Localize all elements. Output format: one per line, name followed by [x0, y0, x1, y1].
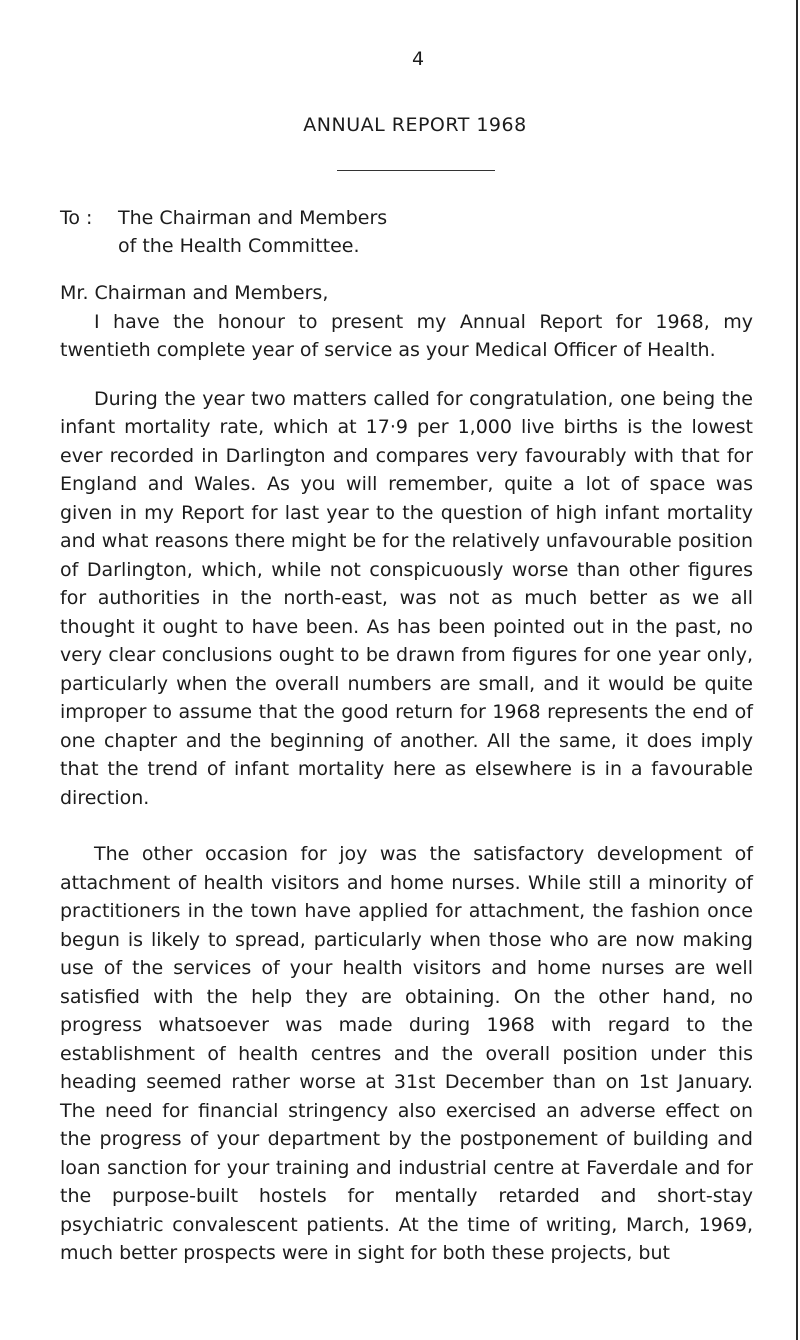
addressee-block [60, 204, 760, 260]
title-divider [337, 170, 495, 171]
letter-body [60, 279, 753, 1268]
addressee-line-2: of the Health Committee. [118, 235, 360, 257]
paragraph-infant-mortality: During the year two matters called for congratulation, one being the infant mortality rate, which at 17·9 per 1,000 live births is the lowest ever recorded in Darlington and compares very favourably with that for England and Wales. As you will remember, quite a lot of space was given in my Report for last year to the question of high infant mortality and what reasons there might be for the relatively unfavourable position of Darlington, which, while not conspicuously worse than other figures for authorities in the north-east, was not as much better as we all thought it ought to have been. As has been pointed out in the past, no very clear conclusions ought to be drawn from figures for one year only, particularly when the overall numbers are small, and it would be quite improper to assume that the good return for 1968 represents the end of one chapter and the beginning of another. All the same, it does imply that the trend of infant mortality here as elsewhere is in a favourable direction. [60, 387, 753, 809]
addressee-line-1 [60, 204, 760, 232]
page-edge-line [796, 0, 798, 1340]
paragraph-attachment-and-health-centres: The other occasion for joy was the satisfactory development of attachment of health visitors and home nurses. While still a minority of practitioners in the town have applied for attachment, the fashion once begun is likely to spread, particularly when those who are now making use of the services of your health visitors and home nurses are well satisfied with the help they are obtaining. On the other hand, no progress whatsoever was made during 1968 with regard to the establishment of health centres and the overall position under this heading seemed rather worse at 31st December than on 1st January. The need for financial stringency also exercised an adverse effect on the progress of your department by the postponement of building and loan sanction for your training and industrial centre at Faverdale and for the purpose-built hostels for mentally retarded and short-stay psychiatric convalescent patients. At the time of writing, March, 1969, much better prospects were in sight for both these projects, but [60, 843, 753, 1264]
salutation: Mr. Chairman and Members, [60, 282, 329, 304]
page-number: 4 [411, 48, 425, 70]
report-title: ANNUAL REPORT 1968 [303, 114, 527, 136]
paragraph-introduction: I have the honour to present my Annual Report for 1968, my twentieth complete year of service as your Medical Officer of Health. [60, 310, 753, 361]
addressee-label: To : [60, 207, 93, 229]
addressee-recipient: The Chairman and Members [118, 207, 388, 229]
